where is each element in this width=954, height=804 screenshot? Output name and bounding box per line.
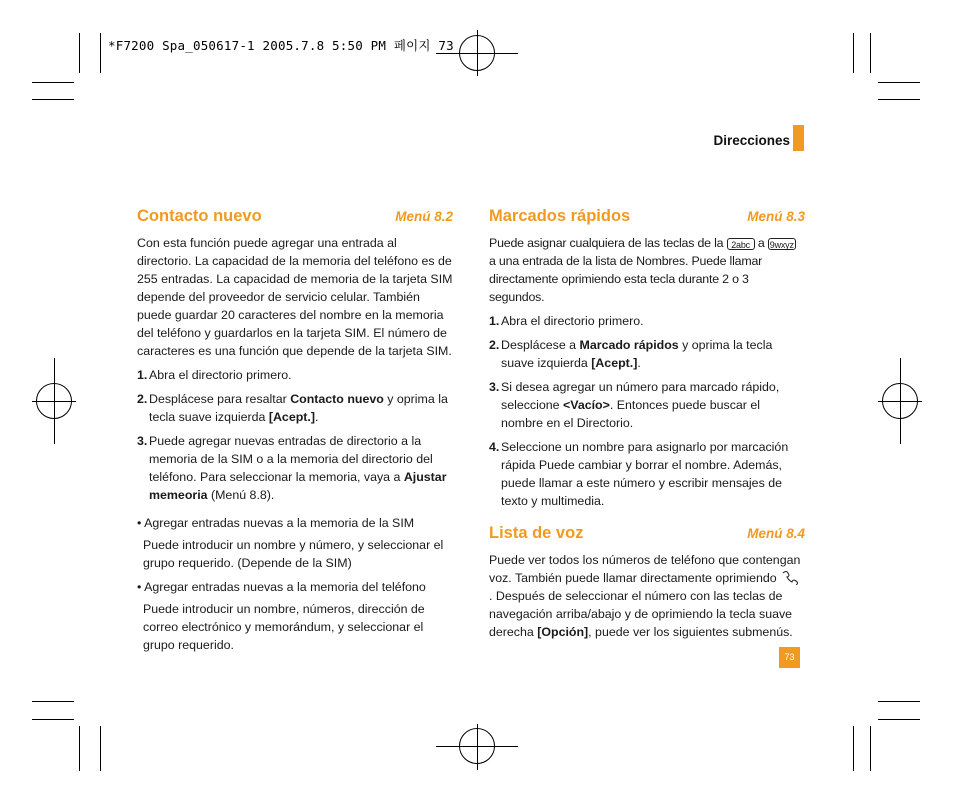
step-number: 2. [137, 392, 148, 406]
crop-mark [79, 33, 80, 73]
step-item [489, 336, 805, 372]
crop-mark [100, 33, 101, 73]
step-number: 3. [489, 380, 500, 394]
bullet-note: Puede introducir un nombre y número, y seleccionar el grupo requerido. (Depende de la SIM) [143, 538, 444, 570]
section-heading [489, 207, 805, 226]
heading-title: Lista de voz [489, 524, 584, 542]
print-slug: *F7200 Spa_050617-1 2005.7.8 5:50 PM 페이지 73 [108, 38, 454, 53]
step-text: Abra el directorio primero. [501, 314, 644, 328]
bullet-note: Puede introducir un nombre, números, dirección de correo electrónico y memorándum, y seleccionar el grupo requerido. [143, 602, 425, 652]
step-item [489, 312, 805, 330]
registration-mark-bottom [477, 724, 478, 770]
crop-mark [878, 719, 920, 720]
step-number: 1. [137, 368, 148, 382]
step-text: Abra el directorio primero. [149, 368, 292, 382]
crop-mark [870, 33, 871, 73]
crop-mark [79, 726, 80, 771]
step-number: 2. [489, 338, 500, 352]
menu-reference: Menú 8.3 [747, 209, 805, 224]
registration-mark-left [32, 401, 76, 402]
section-heading [489, 524, 805, 543]
bullet-item: • Agregar entradas nuevas a la memoria de la SIM [137, 516, 415, 530]
step-item [137, 432, 453, 504]
step-number: 4. [489, 440, 500, 454]
intro-paragraph: Con esta función puede agregar una entrada al directorio. La capacidad de la memoria del teléfono es de 255 entradas. La capacidad de memoria de la tarjeta SIM depende del proveedor de servicio celular. También puede guardar 20 caracteres del nombre en la memoria del teléfono y guardarlos en la tarjeta SIM. El número de caracteres es una función que depende de la tarjeta SIM. [137, 236, 453, 358]
intro-paragraph: Puede asignar cualquiera de las teclas de la 2abc a 9wxyz a una entrada de la lista de Nombres. Puede llamar directamente oprimiendo esta tecla durante 2 o 3 segundos. [489, 236, 794, 304]
registration-mark-right [878, 401, 922, 402]
crop-mark [853, 33, 854, 73]
crop-mark [878, 701, 920, 702]
bullet-item: • Agregar entradas nuevas a la memoria del teléfono [137, 580, 426, 594]
step-text: Desplácese para resaltar Contacto nuevo y oprima la tecla suave izquierda [Acept.]. [149, 392, 448, 424]
step-text: Seleccione un nombre para asignarlo por marcación rápida Puede cambiar y borrar el nombre. Además, puede llamar a este número y escribir mensajes de texto y multimedia. [501, 440, 789, 508]
section-heading [137, 207, 453, 226]
menu-reference: Menú 8.2 [395, 209, 453, 224]
section-header: Direcciones [713, 133, 790, 148]
heading-title: Marcados rápidos [489, 207, 631, 225]
step-text: Puede agregar nuevas entradas de directorio a la memoria de la SIM o a la memoria del directorio del teléfono. Para seleccionar la memoria, vaya a Ajustar memeoria (Menú 8.8). [149, 434, 447, 502]
crop-mark [100, 726, 101, 771]
crop-mark [870, 726, 871, 771]
section-tab-marker [793, 125, 804, 151]
crop-mark [32, 701, 74, 702]
step-number: 1. [489, 314, 500, 328]
crop-mark [32, 719, 74, 720]
key-9wxyz-icon: 9wxyz [769, 240, 794, 250]
right-column [489, 207, 805, 647]
step-text: Si desea agregar un número para marcado rápido, seleccione <Vacío>. Entonces puede buscar el nombre en el Directorio. [501, 380, 780, 430]
voice-paragraph: Puede ver todos los números de teléfono que contengan voz. También puede llamar directamente oprimiendo . Después de seleccionar el número con las teclas de navegación arriba/abajo y de oprimiendo la tecla suave derecha [Opción], puede ver los siguientes submenús. [489, 551, 805, 641]
step-item [489, 378, 805, 432]
crop-mark [853, 726, 854, 771]
crop-mark [878, 82, 920, 83]
heading-title: Contacto nuevo [137, 207, 262, 225]
crop-mark [32, 82, 74, 83]
menu-reference: Menú 8.4 [747, 526, 805, 541]
crop-mark [878, 99, 920, 100]
step-number: 3. [137, 434, 148, 448]
step-item [489, 438, 805, 510]
step-item [137, 390, 453, 426]
key-2abc-icon: 2abc [727, 238, 755, 250]
send-key-icon [780, 570, 804, 585]
step-item [137, 366, 453, 384]
step-text: Desplácese a Marcado rápidos y oprima la tecla suave izquierda [Acept.]. [501, 338, 773, 370]
crop-mark [32, 99, 74, 100]
registration-mark-bottom [436, 746, 518, 747]
left-column [137, 207, 453, 660]
page-number: 73 [779, 647, 800, 668]
